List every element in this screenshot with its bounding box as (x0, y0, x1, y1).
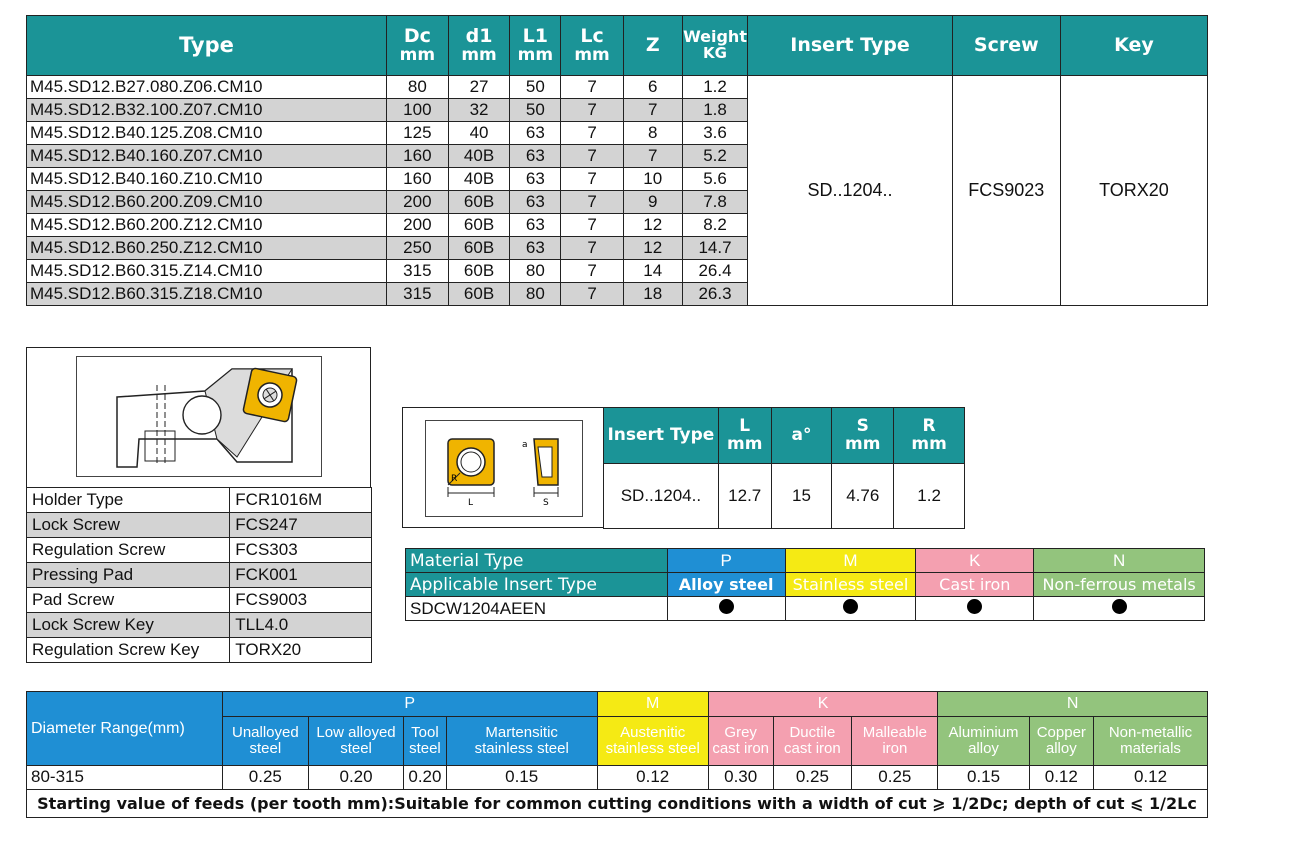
holder-diagram (76, 356, 322, 477)
insert-r-value: 1.2 (894, 464, 965, 529)
lc-cell: 7 (561, 214, 624, 237)
insert-l-value: 12.7 (718, 464, 771, 529)
l1-cell: 80 (510, 260, 561, 283)
applicable-n (1034, 597, 1205, 621)
feed-value: 0.25 (852, 766, 938, 790)
z-cell: 6 (623, 76, 682, 99)
sub-aluminium: Aluminium alloy (938, 717, 1029, 766)
col-header-type: Type (27, 16, 387, 76)
col-header-l1: L1 mm (510, 16, 561, 76)
d1-cell: 60B (448, 283, 510, 306)
feed-value: 0.20 (404, 766, 447, 790)
bullet-icon (719, 599, 734, 614)
bullet-icon (843, 599, 858, 614)
z-cell: 10 (623, 168, 682, 191)
sub-low-alloyed: Low alloyed steel (308, 717, 403, 766)
holder-drawing-panel (26, 347, 371, 487)
d1-cell: 40 (448, 122, 510, 145)
holder-value: FCK001 (230, 563, 372, 588)
material-group-row (406, 549, 1205, 573)
weight-cell: 26.3 (682, 283, 748, 306)
holder-value: TORX20 (230, 638, 372, 663)
dc-cell: 315 (387, 260, 449, 283)
group-m: M (785, 549, 916, 573)
type-cell: M45.SD12.B60.200.Z12.CM10 (27, 214, 387, 237)
sub-tool: Tool steel (404, 717, 447, 766)
z-cell: 12 (623, 237, 682, 260)
bullet-icon (967, 599, 982, 614)
holder-value: FCS9003 (230, 588, 372, 613)
z-cell: 18 (623, 283, 682, 306)
insert-col-l: L mm (718, 408, 771, 464)
applicable-k (916, 597, 1034, 621)
type-cell: M45.SD12.B40.160.Z10.CM10 (27, 168, 387, 191)
holder-label: Lock Screw (27, 513, 230, 538)
holder-value: FCR1016M (230, 488, 372, 513)
insert-header-row (604, 408, 965, 464)
dc-cell: 250 (387, 237, 449, 260)
lc-cell: 7 (561, 145, 624, 168)
dc-cell: 315 (387, 283, 449, 306)
insert-col-type: Insert Type (604, 408, 719, 464)
dc-cell: 100 (387, 99, 449, 122)
main-header-row (27, 16, 1208, 76)
lc-cell: 7 (561, 237, 624, 260)
range-value: 80-315 (27, 766, 223, 790)
z-cell: 9 (623, 191, 682, 214)
sub-grey: Grey cast iron (708, 717, 773, 766)
feed-table (26, 691, 1208, 818)
d1-cell: 60B (448, 214, 510, 237)
lc-cell: 7 (561, 260, 624, 283)
z-cell: 7 (623, 99, 682, 122)
table-row (27, 638, 372, 663)
lc-cell: 7 (561, 76, 624, 99)
holder-value: FCS247 (230, 513, 372, 538)
material-name-k: Cast iron (916, 573, 1034, 597)
holder-label: Pad Screw (27, 588, 230, 613)
dc-cell: 160 (387, 168, 449, 191)
weight-cell: 26.4 (682, 260, 748, 283)
dc-cell: 125 (387, 122, 449, 145)
sub-austenitic: Austenitic stainless steel (597, 717, 708, 766)
holder-value: FCS303 (230, 538, 372, 563)
type-cell: M45.SD12.B32.100.Z07.CM10 (27, 99, 387, 122)
length-label: L (468, 498, 474, 508)
z-cell: 8 (623, 122, 682, 145)
z-cell: 7 (623, 145, 682, 168)
key-cell: TORX20 (1060, 76, 1207, 306)
lc-cell: 7 (561, 122, 624, 145)
material-name-p: Alloy steel (667, 573, 785, 597)
thickness-label: S (543, 498, 549, 508)
col-header-screw: Screw (952, 16, 1060, 76)
type-cell: M45.SD12.B40.125.Z08.CM10 (27, 122, 387, 145)
weight-cell: 1.8 (682, 99, 748, 122)
sub-copper: Copper alloy (1029, 717, 1093, 766)
material-name-m: Stainless steel (785, 573, 916, 597)
col-header-d1: d1 mm (448, 16, 510, 76)
holder-value: TLL4.0 (230, 613, 372, 638)
lc-cell: 7 (561, 191, 624, 214)
insert-type-cell: SD..1204.. (748, 76, 952, 306)
insert-s-value: 4.76 (832, 464, 894, 529)
table-row (27, 766, 1208, 790)
lc-cell: 7 (561, 99, 624, 122)
weight-cell: 8.2 (682, 214, 748, 237)
sub-martensitic: Martensitic stainless steel (446, 717, 597, 766)
group-k: K (708, 692, 938, 717)
insert-col-a: a° (771, 408, 832, 464)
d1-cell: 27 (448, 76, 510, 99)
holder-diagram-svg (77, 357, 321, 476)
material-name-n: Non-ferrous metals (1034, 573, 1205, 597)
group-n: N (938, 692, 1208, 717)
l1-cell: 80 (510, 283, 561, 306)
weight-cell: 5.2 (682, 145, 748, 168)
weight-cell: 5.6 (682, 168, 748, 191)
dc-cell: 160 (387, 145, 449, 168)
col-header-insert-type: Insert Type (748, 16, 952, 76)
l1-cell: 63 (510, 168, 561, 191)
table-row (27, 513, 372, 538)
l1-cell: 63 (510, 237, 561, 260)
weight-cell: 7.8 (682, 191, 748, 214)
material-applicability-table (405, 548, 1205, 621)
group-k: K (916, 549, 1034, 573)
material-type-label: Material Type (406, 549, 668, 573)
diameter-range-label: Diameter Range(mm) (27, 692, 223, 766)
group-p: P (222, 692, 597, 717)
l1-cell: 63 (510, 214, 561, 237)
table-row (27, 76, 1208, 99)
weight-cell: 3.6 (682, 122, 748, 145)
type-cell: M45.SD12.B60.250.Z12.CM10 (27, 237, 387, 260)
table-row (604, 464, 965, 529)
type-cell: M45.SD12.B27.080.Z06.CM10 (27, 76, 387, 99)
insert-a-value: 15 (771, 464, 832, 529)
d1-cell: 32 (448, 99, 510, 122)
holder-label: Holder Type (27, 488, 230, 513)
dc-cell: 200 (387, 191, 449, 214)
feed-value: 0.12 (597, 766, 708, 790)
holder-label: Regulation Screw (27, 538, 230, 563)
l1-cell: 63 (510, 145, 561, 168)
feed-value: 0.15 (938, 766, 1029, 790)
col-header-lc: Lc mm (561, 16, 624, 76)
dc-cell: 80 (387, 76, 449, 99)
feed-value: 0.20 (308, 766, 403, 790)
feed-value: 0.30 (708, 766, 773, 790)
l1-cell: 63 (510, 191, 561, 214)
feed-value: 0.25 (222, 766, 308, 790)
table-row (27, 538, 372, 563)
radius-label: R (451, 474, 458, 484)
lc-cell: 7 (561, 283, 624, 306)
insert-drawing-panel (402, 407, 604, 528)
feed-value: 0.12 (1029, 766, 1093, 790)
feed-note-row (27, 790, 1208, 818)
applicable-p (667, 597, 785, 621)
holder-label: Pressing Pad (27, 563, 230, 588)
feed-group-row (27, 692, 1208, 717)
type-cell: M45.SD12.B60.200.Z09.CM10 (27, 191, 387, 214)
table-row (406, 597, 1205, 621)
col-header-key: Key (1060, 16, 1207, 76)
col-header-dc: Dc mm (387, 16, 449, 76)
sub-non-metallic: Non-metallic materials (1094, 717, 1208, 766)
main-product-table (26, 15, 1208, 306)
z-cell: 14 (623, 260, 682, 283)
table-row (27, 563, 372, 588)
group-p: P (667, 549, 785, 573)
sub-malleable: Malleable iron (852, 717, 938, 766)
sub-ductile: Ductile cast iron (773, 717, 852, 766)
feed-note: Starting value of feeds (per tooth mm):Suitable for common cutting conditions with a width of cut ⩾ 1/2Dc; depth of cut ⩽ 1/2Lc (27, 790, 1208, 818)
bullet-icon (1112, 599, 1127, 614)
d1-cell: 60B (448, 260, 510, 283)
table-row (27, 588, 372, 613)
l1-cell: 50 (510, 76, 561, 99)
d1-cell: 40B (448, 145, 510, 168)
col-header-weight: Weight KG (682, 16, 748, 76)
table-row (27, 488, 372, 513)
sub-unalloyed: Unalloyed steel (222, 717, 308, 766)
dc-cell: 200 (387, 214, 449, 237)
insert-grade: SDCW1204AEEN (406, 597, 668, 621)
weight-cell: 1.2 (682, 76, 748, 99)
insert-diagram-svg (426, 421, 582, 516)
lc-cell: 7 (561, 168, 624, 191)
insert-col-s: S mm (832, 408, 894, 464)
material-name-row (406, 573, 1205, 597)
l1-cell: 63 (510, 122, 561, 145)
type-cell: M45.SD12.B40.160.Z07.CM10 (27, 145, 387, 168)
d1-cell: 60B (448, 237, 510, 260)
screw-cell: FCS9023 (952, 76, 1060, 306)
table-row (27, 613, 372, 638)
insert-type-value: SD..1204.. (604, 464, 719, 529)
z-cell: 12 (623, 214, 682, 237)
angle-label: a (522, 440, 528, 450)
d1-cell: 40B (448, 168, 510, 191)
type-cell: M45.SD12.B60.315.Z18.CM10 (27, 283, 387, 306)
col-header-z: Z (623, 16, 682, 76)
feed-value: 0.15 (446, 766, 597, 790)
type-cell: M45.SD12.B60.315.Z14.CM10 (27, 260, 387, 283)
holder-label: Regulation Screw Key (27, 638, 230, 663)
d1-cell: 60B (448, 191, 510, 214)
insert-col-r: R mm (894, 408, 965, 464)
group-n: N (1034, 549, 1205, 573)
feed-value: 0.12 (1094, 766, 1208, 790)
l1-cell: 50 (510, 99, 561, 122)
applicable-insert-label: Applicable Insert Type (406, 573, 668, 597)
insert-spec-table (603, 407, 965, 529)
feed-value: 0.25 (773, 766, 852, 790)
applicable-m (785, 597, 916, 621)
holder-accessories-table (26, 487, 372, 663)
holder-label: Lock Screw Key (27, 613, 230, 638)
group-m: M (597, 692, 708, 717)
weight-cell: 14.7 (682, 237, 748, 260)
insert-diagram (425, 420, 583, 517)
